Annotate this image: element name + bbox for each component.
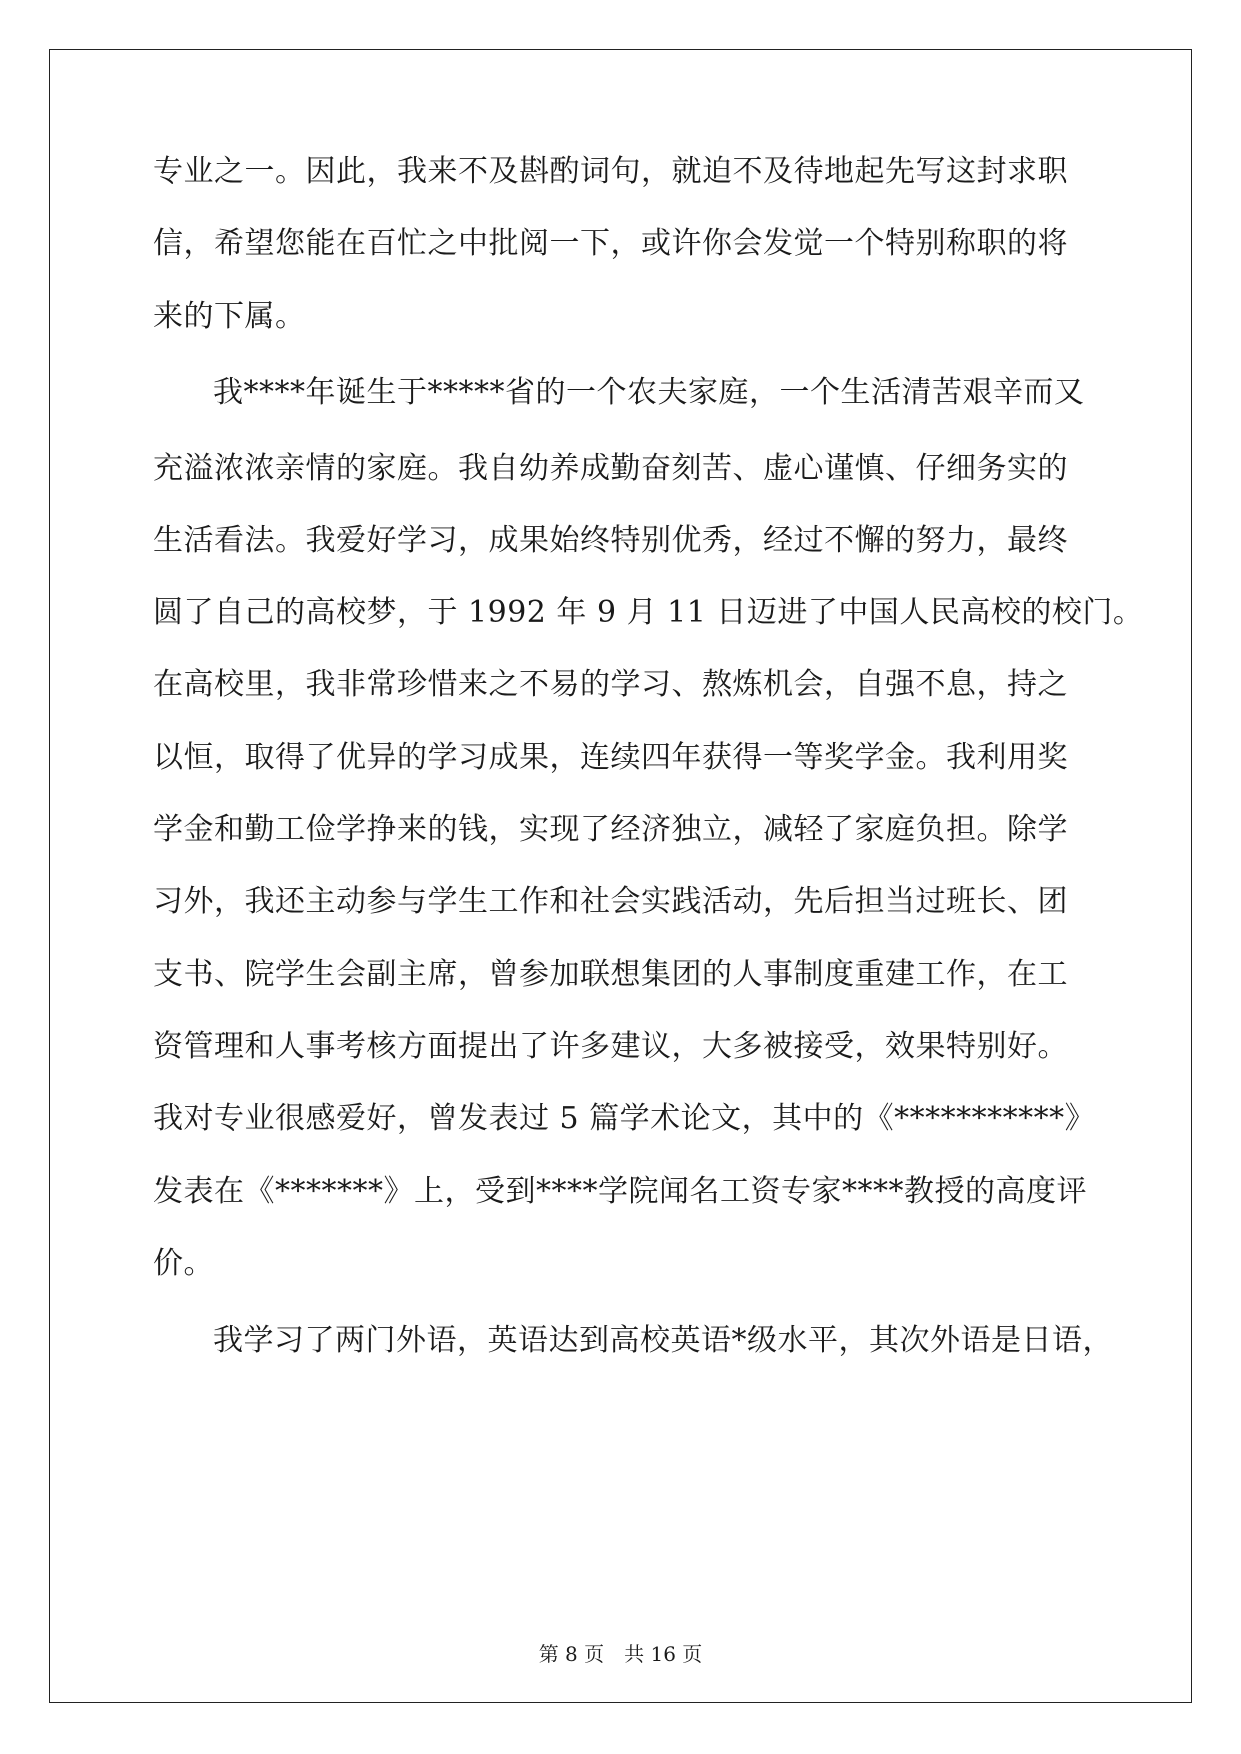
text-line: 资管理和人事考核方面提出了许多建议，大多被接受，效果特别好。 <box>153 1029 1068 1064</box>
text-line: 专业之一。因此，我来不及斟酌词句，就迫不及待地起先写这封求职 <box>153 154 1068 189</box>
text-line: 学金和勤工俭学挣来的钱，实现了经济独立，减轻了家庭负担。除学 <box>153 812 1068 847</box>
text-line: 我****年诞生于*****省的一个农夫家庭，一个生活清苦艰辛而又 <box>213 375 1085 410</box>
text-line: 以恒，取得了优异的学习成果，连续四年获得一等奖学金。我利用奖 <box>153 740 1068 775</box>
text-line: 生活看法。我爱好学习，成果始终特别优秀，经过不懈的努力，最终 <box>153 523 1068 558</box>
text-line: 支书、院学生会副主席，曾参加联想集团的人事制度重建工作，在工 <box>153 957 1068 992</box>
text-line: 我对专业很感爱好，曾发表过 5 篇学术论文，其中的《***********》 <box>153 1101 1096 1136</box>
text-line: 我学习了两门外语，英语达到高校英语*级水平，其次外语是日语， <box>213 1323 1113 1358</box>
text-line: 信，希望您能在百忙之中批阅一下，或许你会发觉一个特别称职的将 <box>153 226 1068 261</box>
text-line: 在高校里，我非常珍惜来之不易的学习、熬炼机会，自强不息，持之 <box>153 667 1068 702</box>
text-line: 来的下属。 <box>153 299 306 334</box>
text-line: 圆了自己的高校梦，于 1992 年 9 月 11 日迈进了中国人民高校的校门。 <box>153 595 1144 630</box>
text-line: 习外，我还主动参与学生工作和社会实践活动，先后担当过班长、团 <box>153 884 1068 919</box>
text-line: 充溢浓浓亲情的家庭。我自幼养成勤奋刻苦、虚心谨慎、仔细务实的 <box>153 451 1068 486</box>
text-line: 价。 <box>153 1246 214 1281</box>
page-number: 第 8 页 共 16 页 <box>538 1642 703 1666</box>
text-line: 发表在《*******》上，受到****学院闻名工资专家****教授的高度评 <box>153 1174 1087 1209</box>
